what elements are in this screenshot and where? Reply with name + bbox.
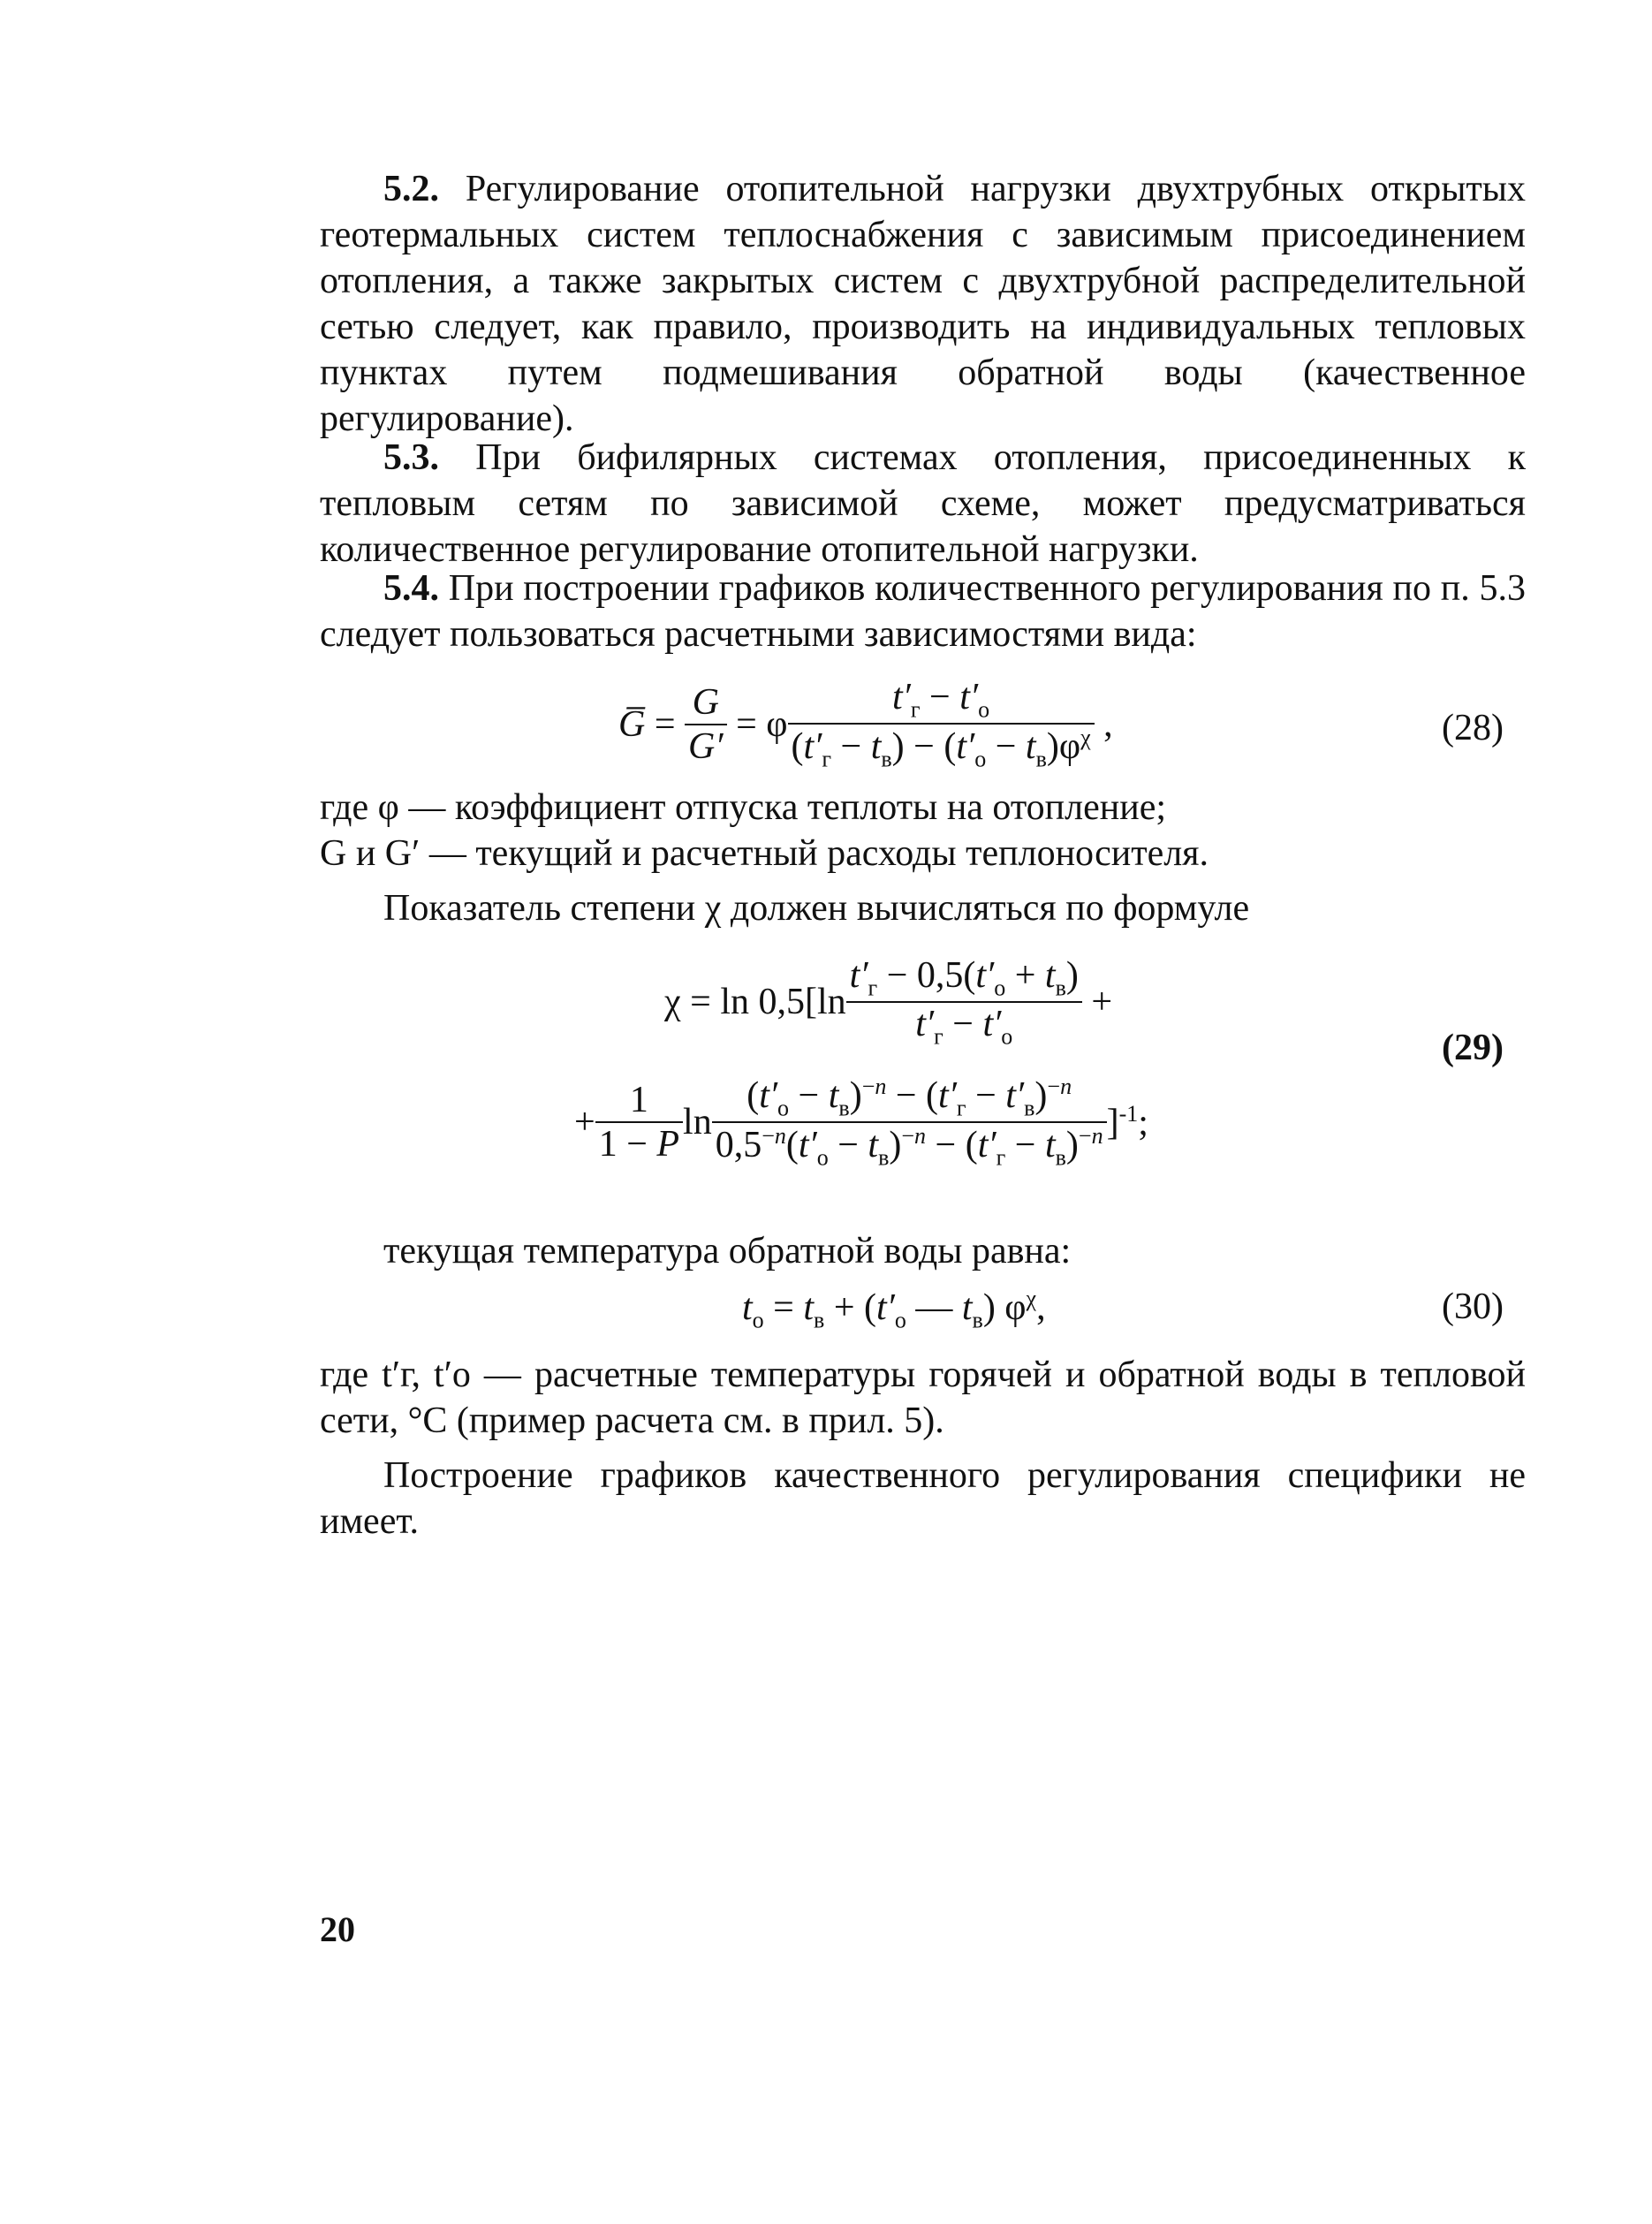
equation-28: G̅ = $\frac{G}{G'}$ = φ $\frac{t'_г - t'_о}{(t'_г - t_в) - (t'_о - t_в)\varphi^\chi}$ ,: [618, 677, 1113, 772]
section-5-3: [320, 435, 1526, 573]
paragraph-text: Регулирование отопительной нагрузки двухтрубных открытых геотермальных систем теплоснабжения с зависимым присоединением отопления, а также закрытых систем с двухтрубной распределительной сетью следует, как правило, производить на индивидуальных тепловых пунктах путем подмешивания обратной воды (качественное регулирование).: [320, 169, 1526, 439]
section-5-4: [320, 565, 1526, 657]
paragraph-text: При построении графиков количественного регулирования по п. 5.3 следует пользоваться расчетными зависимостями вида:: [320, 568, 1526, 655]
equation-29-line-1: χ = ln 0,5[ln $\frac{t'_г - 0,5(t'_о + t_в)}{t'_г - t'_о}$ +: [664, 955, 1113, 1050]
definition-g: G и G′ — текущий и расчетный расходы теплоносителя.: [320, 833, 1209, 874]
equation-number: (28): [1442, 708, 1504, 748]
equation-number: (30): [1442, 1287, 1504, 1327]
definition-phi: где φ — коэффициент отпуска теплоты на отопление;: [320, 787, 1167, 828]
section-5-2: [320, 166, 1526, 442]
equation-30: $t_о = t_в + (t'_о$ — $t_в$) $\varphi^\chi$,: [742, 1286, 1046, 1333]
closing-text: [320, 1352, 1526, 1545]
last-paragraph: Построение графиков качественного регулирования специфики не имеет.: [320, 1455, 1526, 1542]
return-temperature-intro: текущая температура обратной воды равна:: [383, 1231, 1072, 1271]
paragraph-text: При бифилярных системах отопления, присоединенных к тепловым сетям по зависимой схеме, может предусматриваться количественное регулирование отопительной нагрузки.: [320, 437, 1526, 570]
section-number: 5.3.: [383, 437, 439, 478]
chi-intro: Показатель степени χ должен вычисляться по формуле: [383, 888, 1250, 929]
definitions: [320, 785, 1526, 931]
section-number: 5.2.: [383, 169, 439, 209]
equation-number: (29): [1442, 1028, 1504, 1068]
section-number: 5.4.: [383, 568, 439, 609]
page-number: 20: [320, 1909, 355, 1949]
definition-temperatures: где t′г, t′о — расчетные температуры горячей и обратной воды в тепловой сети, °С (пример расчета см. в прил. 5).: [320, 1355, 1526, 1441]
equation-29-line-2: + $\frac{1}{1 - P}$ ln $\frac{(t'_о - t_в)^{-n} - (t'_г - t'_в)^{-n}}{0,5^{-n}(t'_о - t_в)^{-n} - (t'_г - t_в)^{-n}}$ ]$^{-1}$;: [574, 1074, 1148, 1171]
